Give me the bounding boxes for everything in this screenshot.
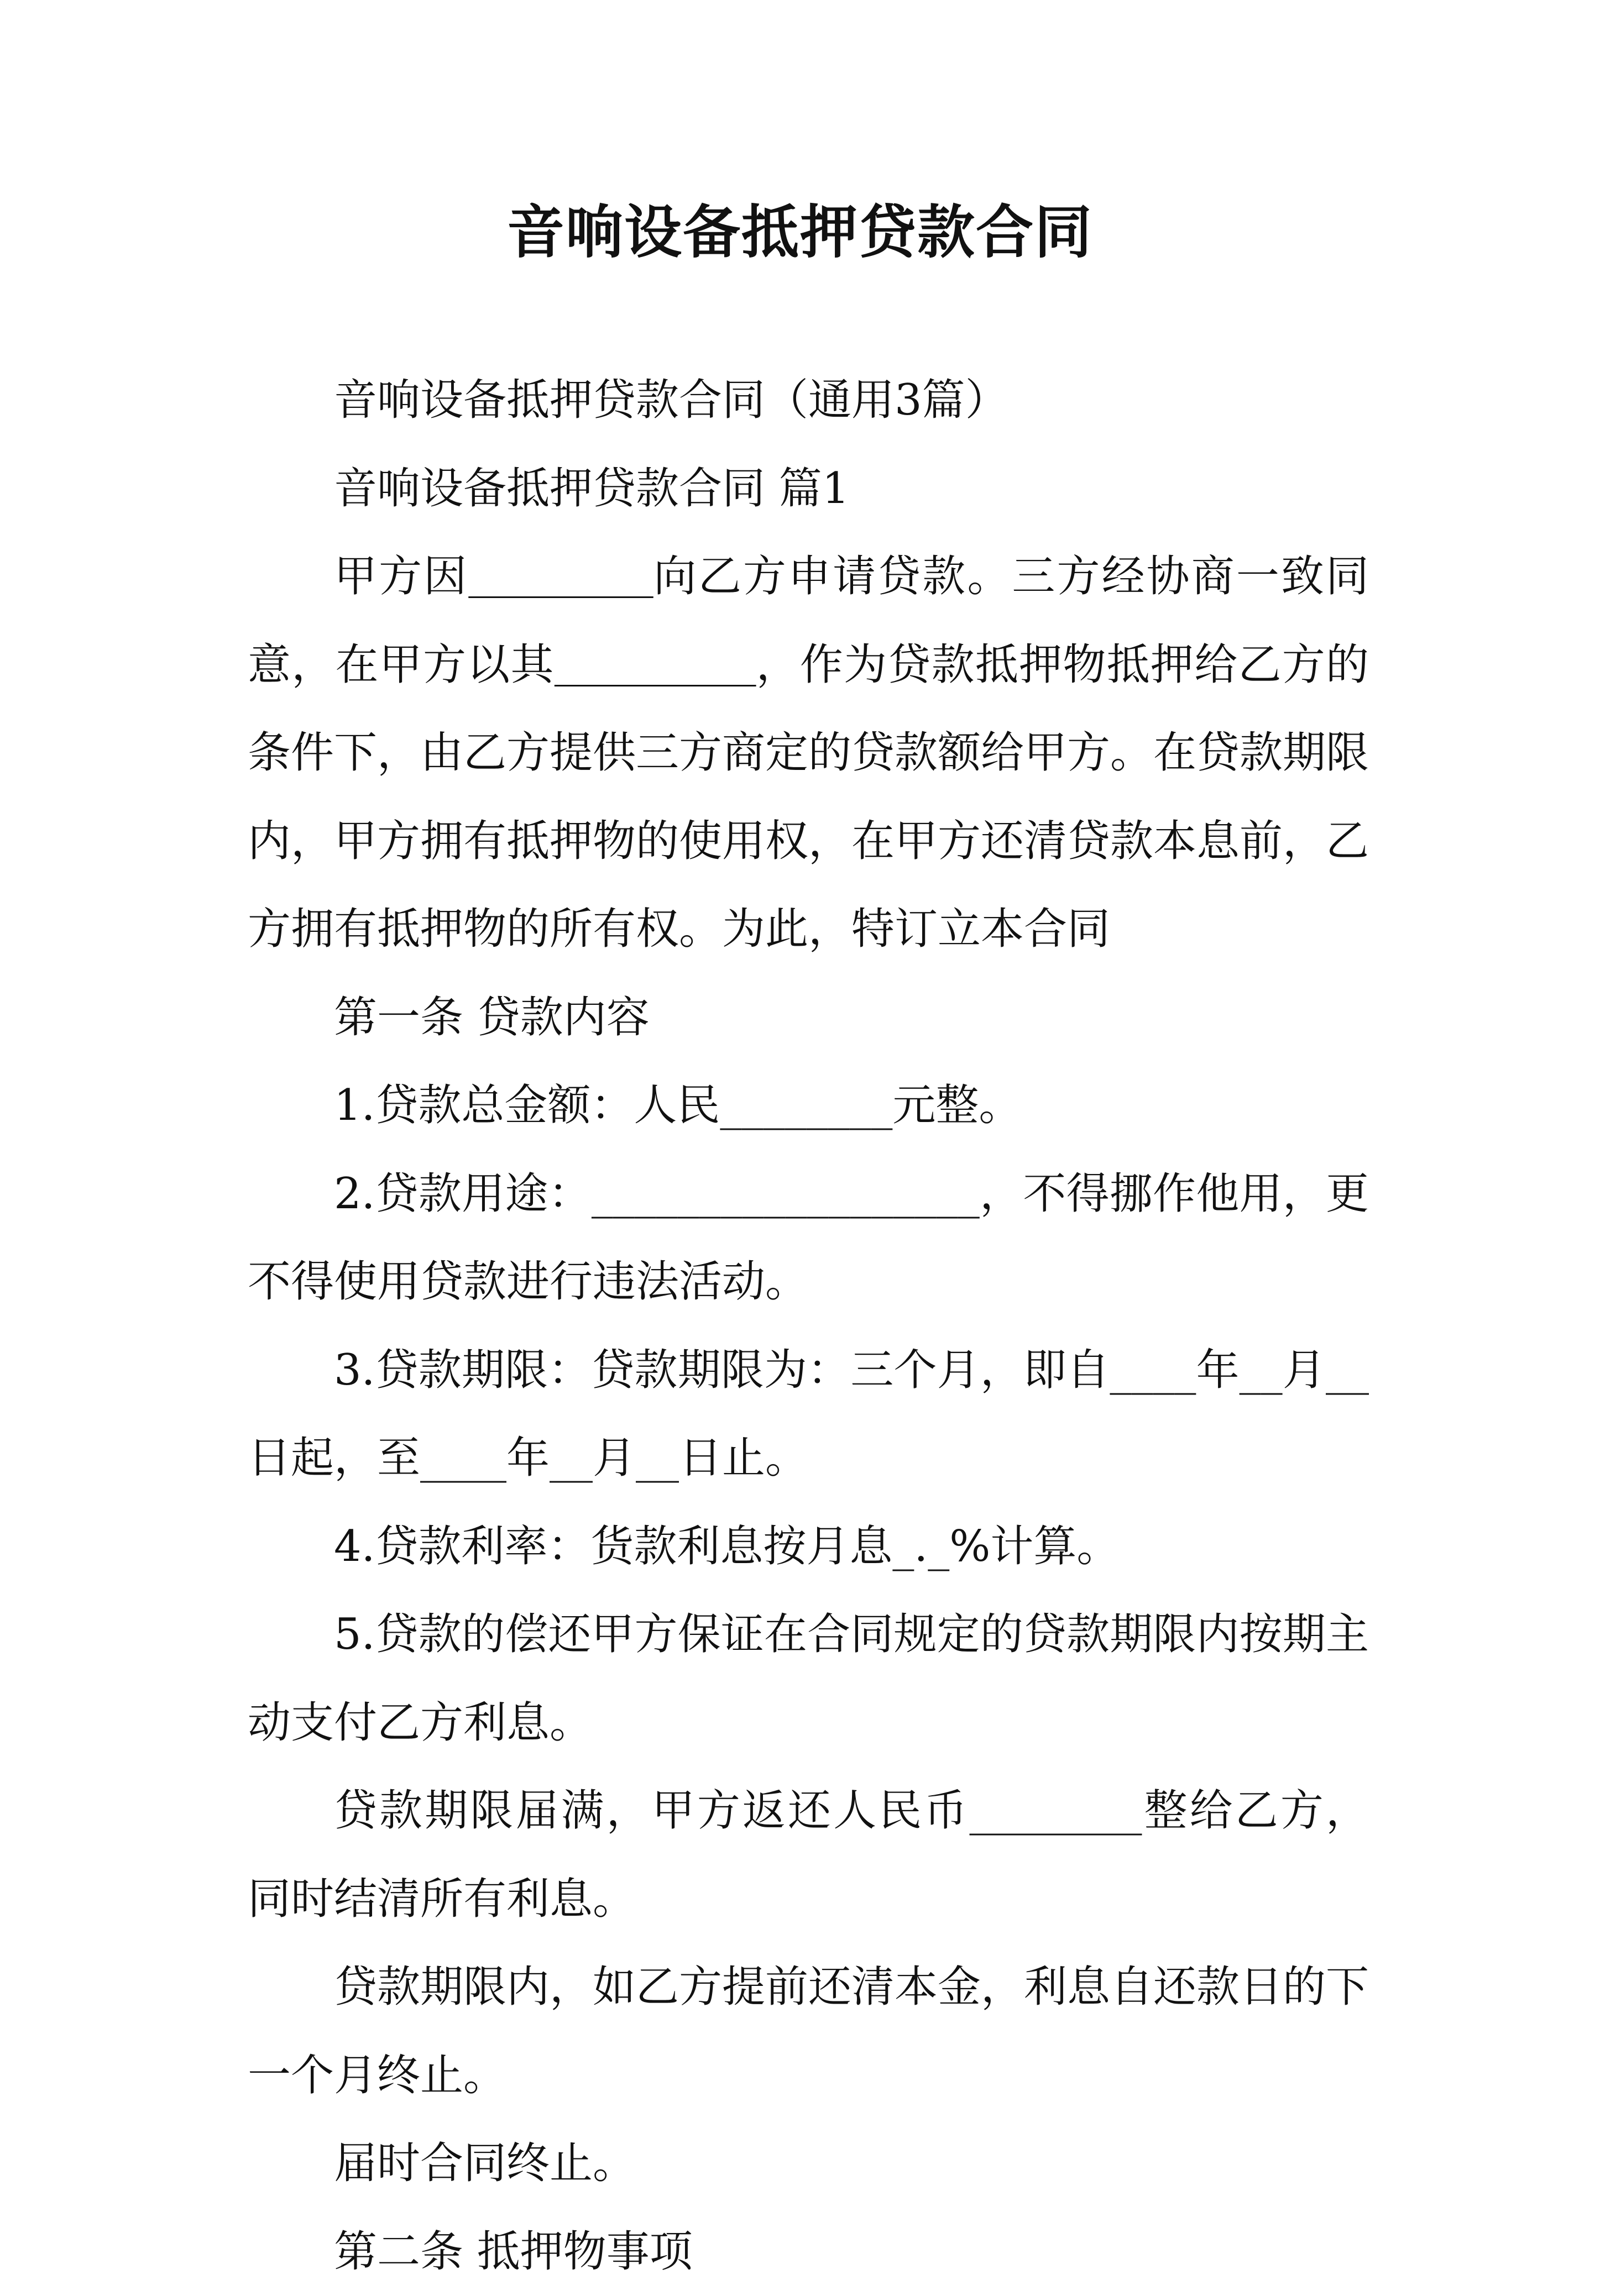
fill-in-blank: ____: [420, 1433, 506, 1483]
paragraph-terminate: 届时合同终止。: [248, 2120, 1369, 2208]
text-segment: ，不得挪作他用，更不得使用贷款进行违法活动。: [248, 1169, 1369, 1307]
fill-in-blank: __: [550, 1433, 593, 1483]
text-segment: 2.贷款用途：: [334, 1169, 592, 1219]
text-segment: ，作为贷款抵押物抵押给乙方的条件下，由乙方提供三方商定的贷款额给甲方。在贷款期限内，甲方拥有抵押物的使用权，在甲方还清贷款本息前，乙方拥有抵押物的所有权。为此，特订立本合同: [248, 640, 1369, 955]
paragraph-item-1: [248, 1062, 1369, 1150]
text-segment: 年: [1196, 1345, 1239, 1395]
fill-in-blank: [468, 552, 653, 601]
fill-in-blank: __________________: [592, 1169, 980, 1219]
document-body: [248, 357, 1369, 2296]
text-segment: 向乙方申请贷款。三方经协商一致同意，在甲方以其: [248, 552, 1369, 690]
document-title: 音响设备抵押贷款合同: [0, 198, 1600, 267]
fill-in-blank: ________: [969, 1786, 1142, 1836]
text-segment: 1.贷款总金额：人民: [334, 1081, 720, 1130]
text-segment: 整给乙方，同时结清所有利息。: [248, 1786, 1369, 1924]
fill-in-blank: __: [1326, 1345, 1369, 1395]
paragraph-section-heading: 音响设备抵押贷款合同 篇1: [248, 445, 1369, 533]
paragraph-item-2: [248, 1150, 1369, 1327]
paragraph-item-3: [248, 1327, 1369, 1503]
text-segment: 日起，至: [248, 1433, 420, 1483]
fill-in-blank: ________: [720, 1081, 892, 1130]
text-segment: 贷款期限届满，甲方返还人民币: [334, 1786, 969, 1836]
paragraph-article-2: 第二条 抵押物事项: [248, 2208, 1369, 2296]
fill-in-blank: __: [636, 1433, 679, 1483]
paragraph-repay-2: 贷款期限内，如乙方提前还清本金，利息自还款日的下一个月终止。: [248, 1943, 1369, 2120]
text-segment: 3.贷款期限：贷款期限为：三个月，即自: [334, 1345, 1110, 1395]
paragraph-repay-1: [248, 1767, 1369, 1943]
paragraph-item-5: 5.贷款的偿还甲方保证在合同规定的贷款期限内按期主动支付乙方利息。: [248, 1591, 1369, 1767]
fill-in-blank: ____: [1110, 1345, 1196, 1395]
text-segment: 月: [1283, 1345, 1326, 1395]
fill-in-blank: __: [1240, 1345, 1283, 1395]
fill-in-blank: [555, 640, 756, 690]
text-segment: 年: [506, 1433, 550, 1483]
text-segment: 日止。: [679, 1433, 808, 1483]
paragraph-item-4: 4.贷款利率：货款利息按月息_._%计算。: [248, 1503, 1369, 1591]
text-segment: 甲方因: [334, 552, 468, 601]
text-segment: 元整。: [892, 1081, 1022, 1130]
paragraph-preamble: [248, 533, 1369, 974]
paragraph-subtitle: 音响设备抵押贷款合同（通用3篇）: [248, 357, 1369, 445]
paragraph-article-1: 第一条 贷款内容: [248, 974, 1369, 1062]
text-segment: 月: [593, 1433, 636, 1483]
